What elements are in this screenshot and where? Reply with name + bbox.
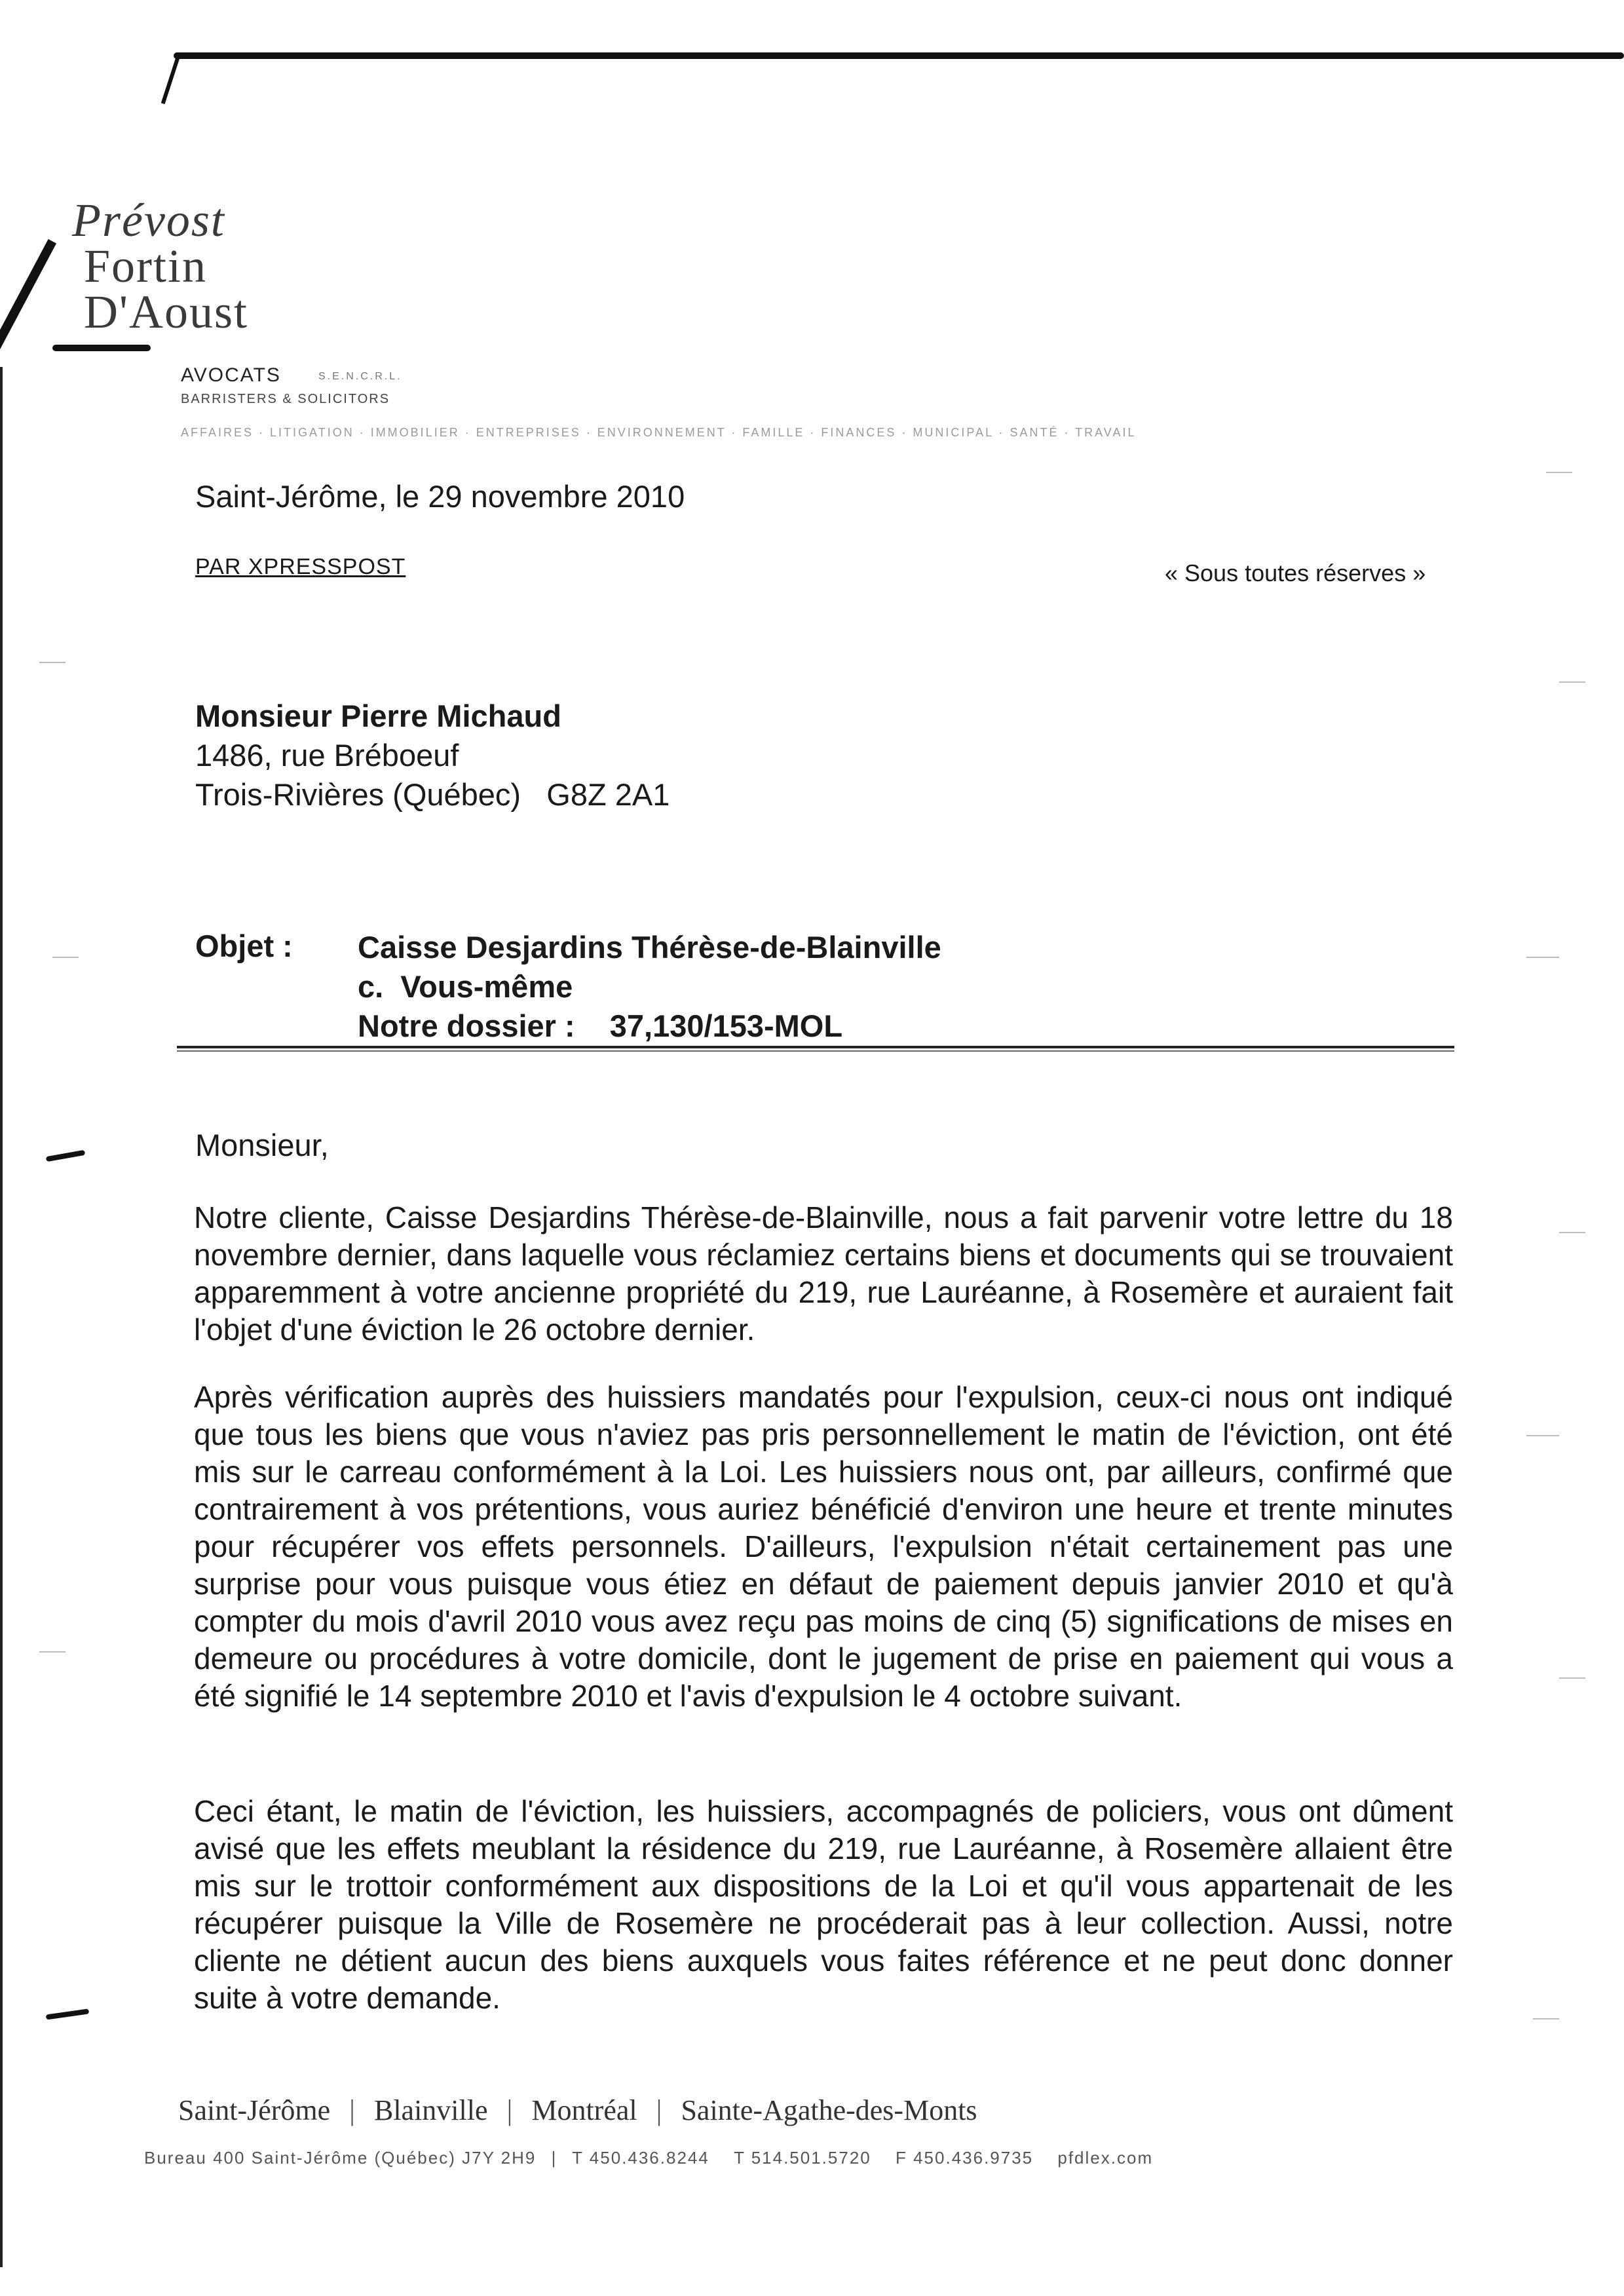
paragraph-2: Après vérification auprès des huissiers mandatés pour l'expulsion, ceux-ci nous ont indiqué que tous les biens que vous n'aviez pas pris personnellement le matin de l'éviction, ont été mis sur le carreau conformément à la Loi. Les huissiers nous ont, par ailleurs, confirmé que contrairement à vos prétentions, vous auriez bénéficié d'environ une heure et trente minutes pour récupérer vos effets personnels. D'ailleurs, l'expulsion n'était certainement pas une surprise pour vous puisque vous étiez en défaut de paiement depuis janvier 2010 et qu'à compter du mois d'avril 2010 vous avez reçu pas moins de cinq (5) significations de mises en demeure ou procédures à votre domicile, dont le jugement de prise en paiement qui vous a été signifié le 14 septembre 2010 et l'avis d'expulsion le 4 octobre suivant. <box>194 1380 1453 1713</box>
logo-underline <box>52 345 151 351</box>
footer-tel: T 450.436.8244 <box>572 2148 709 2168</box>
footer-address: Bureau 400 Saint-Jérôme (Québec) J7Y 2H9 <box>144 2148 537 2168</box>
avocats-label: AVOCATS <box>181 364 281 386</box>
reserve-note: « Sous toutes réserves » <box>1165 560 1426 586</box>
scan-artifact <box>1559 1232 1585 1233</box>
scan-artifact <box>1533 2018 1559 2019</box>
subject-dossier <box>358 1006 941 1046</box>
office-blainville: Blainville <box>373 2094 488 2126</box>
date-line: Saint-Jérôme, le 29 novembre 2010 <box>195 479 685 514</box>
firm-name-line-3: D'Aoust <box>84 286 248 338</box>
practice-areas: AFFAIRES · LITIGATION · IMMOBILIER · ENTREPRISES · ENVIRONNEMENT · FAMILLE · FINANCES · MUNICIPAL · SANTÉ · TRAVAIL <box>181 426 1137 439</box>
barristers-label: BARRISTERS & SOLICITORS <box>181 392 390 406</box>
recipient-block <box>195 697 670 814</box>
firm-name-line-1: Prévost <box>72 194 225 246</box>
senc-label: S.E.N.C.R.L. <box>318 371 402 382</box>
top-rule <box>174 52 1624 59</box>
recipient-name: Monsieur Pierre Michaud <box>195 698 561 733</box>
footer-web: pfdlex.com <box>1057 2148 1154 2168</box>
footer-fax: F 450.436.9735 <box>895 2148 1034 2168</box>
subject-rule-2 <box>177 1050 1454 1052</box>
office-montreal: Montréal <box>531 2094 637 2126</box>
salutation: Monsieur, <box>195 1128 329 1162</box>
subject-label: Objet : <box>195 928 293 963</box>
recipient-city: Trois-Rivières (Québec) G8Z 2A1 <box>195 777 670 812</box>
paragraph-1: Notre cliente, Caisse Desjardins Thérèse-de-Blainville, nous a fait parvenir votre lettre du 18 novembre dernier, dans laquelle vous réclamiez certains biens et documents qui se trouvaient apparemment à votre ancienne propriété du 219, rue Lauréanne, à Rosemère et auraient fait l'objet d'une éviction le 26 octobre dernier. <box>194 1200 1453 1347</box>
logo-swoosh <box>0 230 56 353</box>
scan-margin-line <box>0 367 3 2267</box>
top-rule-hook <box>161 53 181 104</box>
subject-line-1: Caisse Desjardins Thérèse-de-Blainville <box>358 930 941 965</box>
scan-artifact <box>52 957 79 958</box>
scan-mark <box>46 1150 85 1162</box>
scan-artifact <box>1526 1435 1559 1436</box>
scan-artifact <box>1546 472 1572 473</box>
scan-artifact <box>39 662 66 663</box>
scan-artifact <box>1526 957 1559 958</box>
subject-line-2: c. Vous-même <box>358 969 573 1004</box>
dossier-label: Notre dossier : <box>358 1008 575 1043</box>
paragraph-3: Ceci étant, le matin de l'éviction, les huissiers, accompagnés de policiers, vous ont dûment avisé que les effets meublant la résidence du 219, rue Lauréanne, à Rosemère allaient être mis sur le trottoir conformément aux dispositions de la Loi et qu'il vous appartenait de les récupérer puisque la Ville de Rosemère ne procéderait pas à leur collection. Aussi, notre cliente ne détient aucun des biens auxquels vous faites référence et ne peut donc donner suite à votre demande. <box>194 1794 1453 2015</box>
office-sainte-agathe: Sainte-Agathe-des-Monts <box>681 2094 977 2126</box>
footer-contact: Bureau 400 Saint-Jérôme (Québec) J7Y 2H9 | T 450.436.8244 T 514.501.5720 F 450.436.9735 pfdlex.com <box>144 2148 1154 2168</box>
scan-artifact <box>39 1651 66 1653</box>
subject-rule <box>177 1046 1454 1048</box>
firm-name-line-2: Fortin <box>84 240 208 292</box>
scan-mark <box>46 2008 89 2019</box>
footer-tel-2: T 514.501.5720 <box>734 2148 871 2168</box>
recipient-street: 1486, rue Bréboeuf <box>195 738 459 773</box>
scan-artifact <box>1559 681 1585 683</box>
delivery-method: PAR XPRESSPOST <box>195 554 406 579</box>
footer-offices: Saint-Jérôme | Blainville | Montréal | Sainte-Agathe-des-Monts <box>178 2094 977 2126</box>
office-saint-jerome: Saint-Jérôme <box>178 2094 331 2126</box>
scan-artifact <box>1559 1677 1585 1679</box>
subject-block <box>358 928 941 1046</box>
dossier-number: 37,130/153-MOL <box>609 1008 843 1043</box>
